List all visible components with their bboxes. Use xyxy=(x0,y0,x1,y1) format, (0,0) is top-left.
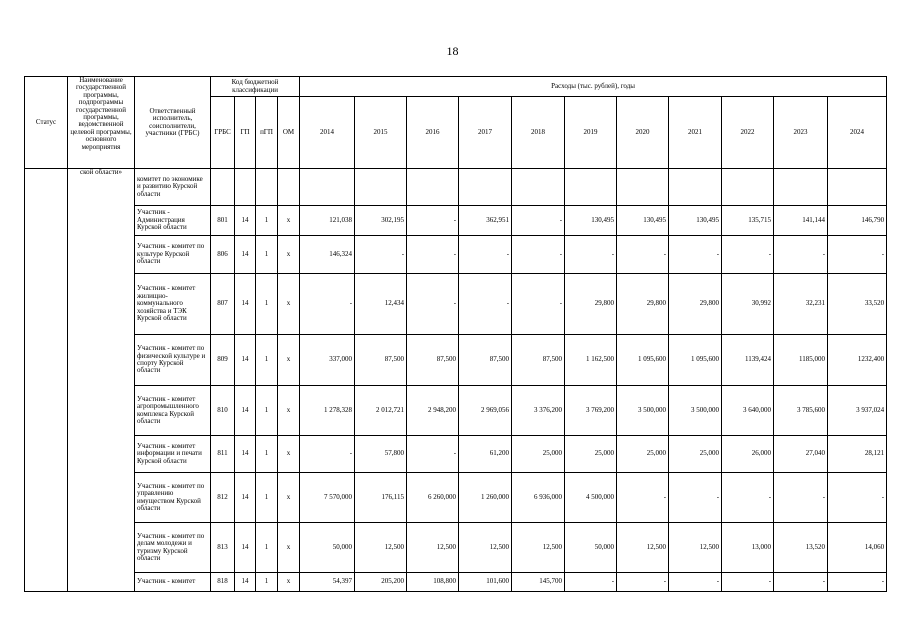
header-year: 2022 xyxy=(722,97,774,169)
gp-cell: 14 xyxy=(235,274,256,335)
value-cell: 141,144 xyxy=(774,206,828,236)
pgp-cell: 1 xyxy=(256,523,278,573)
value-cell: 25,000 xyxy=(512,436,565,473)
table-row xyxy=(25,169,887,206)
value-cell: 12,500 xyxy=(459,523,512,573)
participant-cell: комитет по экономике и развитию Курской области xyxy=(135,169,211,206)
value-cell: 3 500,000 xyxy=(669,386,722,436)
participant-cell: Участник - Администрация Курской области xyxy=(135,206,211,236)
om-cell: х xyxy=(278,335,300,386)
value-cell: 1 260,000 xyxy=(459,473,512,523)
header-year: 2023 xyxy=(774,97,828,169)
header-name: Наименование государственной программы, подпрограммы государственной программы, ведомственной целевой программы, основного мероприятия xyxy=(68,77,135,169)
header-year: 2014 xyxy=(300,97,355,169)
value-cell: 1 278,328 xyxy=(300,386,355,436)
table-row xyxy=(25,236,887,274)
value-cell: 25,000 xyxy=(617,436,669,473)
pgp-cell: 1 xyxy=(256,573,278,592)
value-cell xyxy=(722,169,774,206)
om-cell: х xyxy=(278,523,300,573)
value-cell: 1 162,500 xyxy=(565,335,617,386)
value-cell: 29,800 xyxy=(617,274,669,335)
header-code-grbs: ГРБС xyxy=(211,97,235,169)
value-cell: 146,324 xyxy=(300,236,355,274)
om-cell: х xyxy=(278,206,300,236)
participant-cell: Участник - комитет по управлению имуществом Курской области xyxy=(135,473,211,523)
table-row xyxy=(25,436,887,473)
value-cell: 29,800 xyxy=(669,274,722,335)
pgp-cell: 1 xyxy=(256,274,278,335)
value-cell: 146,790 xyxy=(828,206,887,236)
value-cell: - xyxy=(774,573,828,592)
value-cell: 6 260,000 xyxy=(407,473,459,523)
value-cell: - xyxy=(722,473,774,523)
value-cell: 87,500 xyxy=(459,335,512,386)
value-cell: 12,500 xyxy=(512,523,565,573)
value-cell: 1 095,600 xyxy=(669,335,722,386)
value-cell: 2 969,056 xyxy=(459,386,512,436)
value-cell: 145,700 xyxy=(512,573,565,592)
value-cell: 130,495 xyxy=(669,206,722,236)
value-cell: 1139,424 xyxy=(722,335,774,386)
value-cell: - xyxy=(774,473,828,523)
value-cell: 13,520 xyxy=(774,523,828,573)
value-cell: 30,992 xyxy=(722,274,774,335)
value-cell: - xyxy=(407,206,459,236)
value-cell: 25,000 xyxy=(669,436,722,473)
grbs-cell: 809 xyxy=(211,335,235,386)
value-cell xyxy=(828,169,887,206)
om-cell: х xyxy=(278,386,300,436)
value-cell: - xyxy=(512,274,565,335)
value-cell: - xyxy=(300,274,355,335)
value-cell: 2 948,200 xyxy=(407,386,459,436)
value-cell xyxy=(355,169,407,206)
participant-cell: Участник - комитет агропромышленного комплекса Курской области xyxy=(135,386,211,436)
value-cell: 12,434 xyxy=(355,274,407,335)
value-cell: 4 500,000 xyxy=(565,473,617,523)
value-cell: 26,000 xyxy=(722,436,774,473)
value-cell: 6 936,000 xyxy=(512,473,565,523)
grbs-cell: 818 xyxy=(211,573,235,592)
value-cell: - xyxy=(512,236,565,274)
om-cell: х xyxy=(278,573,300,592)
participant-cell: Участник - комитет xyxy=(135,573,211,592)
value-cell xyxy=(565,169,617,206)
header-responsible: Ответственный исполнитель, соисполнители, участники (ГРБС) xyxy=(135,77,211,169)
participant-cell: Участник - комитет по физической культуре и спорту Курской области xyxy=(135,335,211,386)
name-cell: ской области» xyxy=(68,169,135,592)
value-cell: 3 937,024 xyxy=(828,386,887,436)
om-cell: х xyxy=(278,236,300,274)
value-cell: 130,495 xyxy=(617,206,669,236)
participant-cell: Участник - комитет информации и печати Курской области xyxy=(135,436,211,473)
header-year: 2020 xyxy=(617,97,669,169)
participant-cell: Участник - комитет по делам молодежи и туризму Курской области xyxy=(135,523,211,573)
participant-cell: Участник - комитет по культуре Курской области xyxy=(135,236,211,274)
header-expenses: Расходы (тыс. рублей), годы xyxy=(300,77,887,97)
value-cell: 28,121 xyxy=(828,436,887,473)
value-cell: 14,060 xyxy=(828,523,887,573)
header-budget-code: Код бюджетной классификации xyxy=(211,77,300,97)
grbs-cell: 810 xyxy=(211,386,235,436)
value-cell: 61,200 xyxy=(459,436,512,473)
value-cell xyxy=(512,169,565,206)
value-cell: - xyxy=(565,573,617,592)
value-cell: 1185,000 xyxy=(774,335,828,386)
table-row xyxy=(25,523,887,573)
value-cell: 87,500 xyxy=(512,335,565,386)
grbs-cell: 807 xyxy=(211,274,235,335)
value-cell: - xyxy=(300,436,355,473)
value-cell: - xyxy=(355,236,407,274)
grbs-cell: 801 xyxy=(211,206,235,236)
table-row xyxy=(25,473,887,523)
value-cell: 205,200 xyxy=(355,573,407,592)
value-cell: 2 012,721 xyxy=(355,386,407,436)
value-cell: 1 095,600 xyxy=(617,335,669,386)
header-year: 2024 xyxy=(828,97,887,169)
value-cell: 130,495 xyxy=(565,206,617,236)
value-cell: 3 376,200 xyxy=(512,386,565,436)
table-row xyxy=(25,206,887,236)
value-cell: - xyxy=(722,573,774,592)
value-cell: 29,800 xyxy=(565,274,617,335)
om-cell xyxy=(278,169,300,206)
gp-cell: 14 xyxy=(235,573,256,592)
gp-cell: 14 xyxy=(235,523,256,573)
value-cell: 87,500 xyxy=(407,335,459,386)
om-cell: х xyxy=(278,274,300,335)
value-cell: - xyxy=(459,236,512,274)
gp-cell: 14 xyxy=(235,473,256,523)
header-year: 2017 xyxy=(459,97,512,169)
value-cell: 362,951 xyxy=(459,206,512,236)
pgp-cell: 1 xyxy=(256,206,278,236)
value-cell: 27,040 xyxy=(774,436,828,473)
value-cell: - xyxy=(407,436,459,473)
value-cell: 176,115 xyxy=(355,473,407,523)
budget-table xyxy=(24,76,887,592)
value-cell: 12,500 xyxy=(355,523,407,573)
value-cell: 33,520 xyxy=(828,274,887,335)
value-cell: - xyxy=(828,236,887,274)
header-status: Статус xyxy=(25,77,68,169)
header-code-gp: ГП xyxy=(235,97,256,169)
participant-cell: Участник - комитет жилищно-коммунального хозяйства и ТЭК Курской области xyxy=(135,274,211,335)
value-cell: - xyxy=(774,236,828,274)
header-year: 2021 xyxy=(669,97,722,169)
value-cell: - xyxy=(407,274,459,335)
value-cell: 121,038 xyxy=(300,206,355,236)
value-cell: 3 769,200 xyxy=(565,386,617,436)
value-cell: - xyxy=(669,573,722,592)
page-number: 18 xyxy=(446,44,459,58)
pgp-cell: 1 xyxy=(256,473,278,523)
grbs-cell: 813 xyxy=(211,523,235,573)
grbs-cell: 812 xyxy=(211,473,235,523)
value-cell: 25,000 xyxy=(565,436,617,473)
header-code-om: ОМ xyxy=(278,97,300,169)
value-cell: - xyxy=(512,206,565,236)
status-cell xyxy=(25,169,68,592)
value-cell: 13,000 xyxy=(722,523,774,573)
value-cell: - xyxy=(617,473,669,523)
value-cell: 135,715 xyxy=(722,206,774,236)
value-cell: 302,195 xyxy=(355,206,407,236)
value-cell xyxy=(300,169,355,206)
value-cell xyxy=(407,169,459,206)
value-cell xyxy=(617,169,669,206)
value-cell: 3 500,000 xyxy=(617,386,669,436)
header-year: 2016 xyxy=(407,97,459,169)
value-cell: 87,500 xyxy=(355,335,407,386)
pgp-cell xyxy=(256,169,278,206)
value-cell: 101,600 xyxy=(459,573,512,592)
pgp-cell: 1 xyxy=(256,436,278,473)
gp-cell: 14 xyxy=(235,386,256,436)
pgp-cell: 1 xyxy=(256,386,278,436)
value-cell: 32,231 xyxy=(774,274,828,335)
value-cell: - xyxy=(828,473,887,523)
value-cell xyxy=(774,169,828,206)
value-cell xyxy=(459,169,512,206)
value-cell: - xyxy=(669,473,722,523)
gp-cell: 14 xyxy=(235,206,256,236)
gp-cell: 14 xyxy=(235,436,256,473)
table-row xyxy=(25,274,887,335)
header-year: 2015 xyxy=(355,97,407,169)
value-cell: - xyxy=(828,573,887,592)
value-cell: 12,500 xyxy=(407,523,459,573)
value-cell: - xyxy=(565,236,617,274)
value-cell: - xyxy=(669,236,722,274)
value-cell xyxy=(669,169,722,206)
value-cell: 108,800 xyxy=(407,573,459,592)
value-cell: 337,000 xyxy=(300,335,355,386)
value-cell: 50,000 xyxy=(300,523,355,573)
value-cell: - xyxy=(722,236,774,274)
value-cell: - xyxy=(617,573,669,592)
value-cell: 54,397 xyxy=(300,573,355,592)
om-cell: х xyxy=(278,473,300,523)
value-cell: - xyxy=(617,236,669,274)
grbs-cell: 806 xyxy=(211,236,235,274)
value-cell: - xyxy=(407,236,459,274)
value-cell: 1232,400 xyxy=(828,335,887,386)
grbs-cell: 811 xyxy=(211,436,235,473)
value-cell: - xyxy=(459,274,512,335)
value-cell: 50,000 xyxy=(565,523,617,573)
value-cell: 12,500 xyxy=(669,523,722,573)
value-cell: 7 570,000 xyxy=(300,473,355,523)
pgp-cell: 1 xyxy=(256,335,278,386)
value-cell: 3 640,000 xyxy=(722,386,774,436)
om-cell: х xyxy=(278,436,300,473)
grbs-cell xyxy=(211,169,235,206)
table-row xyxy=(25,335,887,386)
gp-cell xyxy=(235,169,256,206)
pgp-cell: 1 xyxy=(256,236,278,274)
table-row xyxy=(25,386,887,436)
value-cell: 3 785,600 xyxy=(774,386,828,436)
value-cell: 12,500 xyxy=(617,523,669,573)
gp-cell: 14 xyxy=(235,335,256,386)
header-year: 2019 xyxy=(565,97,617,169)
header-code-pgp: пГП xyxy=(256,97,278,169)
table-row xyxy=(25,573,887,592)
gp-cell: 14 xyxy=(235,236,256,274)
header-year: 2018 xyxy=(512,97,565,169)
value-cell: 57,800 xyxy=(355,436,407,473)
